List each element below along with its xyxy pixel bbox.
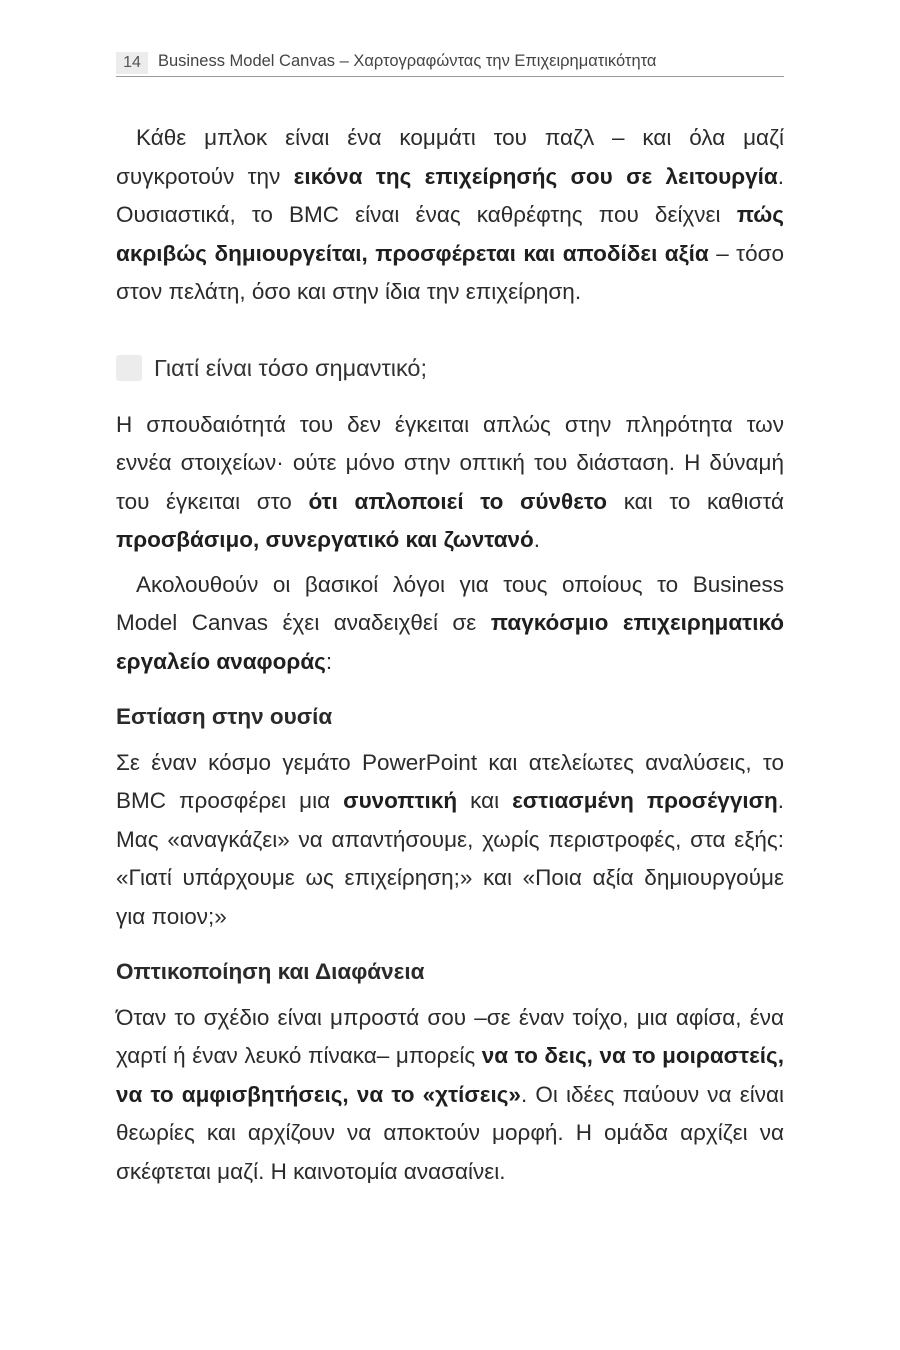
text-run: . [533,527,541,552]
emphasis: εστιασμένη προσέγγιση [512,788,778,813]
page-number: 14 [116,52,148,74]
section-body-visualization [116,999,784,1192]
intro-paragraph [116,119,784,312]
text-run: : [325,648,333,674]
text-run: Κάθε μπλοκ είναι ένα κομμάτι του παζλ – και όλα μαζί συγκροτούν την [116,125,784,189]
emphasis: συνοπτική [343,788,458,813]
question-heading [116,349,784,387]
section-heading-visualization: Οπτικοποίηση και Διαφάνεια [116,959,425,984]
text-run: . Οι ιδέες παύουν να είναι θεωρίες και αρχίζουν να αποκτούν μορφή. Η ομάδα αρχίζει να σκέφτεται μαζί. Η καινοτομία ανασαίνει. [116,1081,784,1184]
emphasis: ότι απλοποιεί το σύνθετο [308,488,608,514]
page-body [116,119,784,1191]
running-header [116,50,784,77]
text-run: . Μας «αναγκάζει» να απαντήσουμε, χωρίς περιστροφές, στα εξής: «Γιατί υπάρχουμε ως επιχείρηση;» και «Ποια αξία δημιουργούμε για ποιον;» [116,788,784,929]
text-run: και το καθιστά [607,488,785,514]
text-run: και [457,788,513,813]
text-run: – τόσο στον πελάτη, όσο και στην ίδια την επιχείρηση. [116,240,784,304]
emphasis: εικόνα της επιχείρησής σου σε λειτουργία [293,163,778,189]
text-run: Όταν το σχέδιο είναι μπροστά σου –σε έναν τοίχο, μια αφίσα, ένα χαρτί ή έναν λευκό πίνακα– μπορείς [116,1004,784,1068]
square-bullet-icon [116,355,142,381]
emphasis: να το δεις, να το μοιραστείς, να το αμφισβητήσεις, να το «χτίσεις» [116,1043,784,1107]
text-run: Σε έναν κόσμο γεμάτο PowerPoint και ατελείωτες αναλύσεις, το BMC προσφέρει μια [116,749,784,813]
text-run: Η σπουδαιότητά του δεν έγκειται απλώς στην πληρότητα των εννέα στοιχείων· ούτε μόνο στην οπτική του διάσταση. Η δύναμή του έγκειται στο [116,411,784,514]
question-text: Γιατί είναι τόσο σημαντικό; [154,354,428,381]
text-run: Ακολουθούν οι βασικοί λόγοι για τους οποίους το Business Model Canvas έχει αναδειχθεί σε [116,571,784,635]
text-run: . Ουσιαστικά, το BMC είναι ένας καθρέφτης που δείχνει [116,163,784,227]
importance-paragraph [116,406,784,560]
emphasis: παγκόσμιο επιχειρηματικό εργαλείο αναφοράς [116,610,784,674]
running-title: Business Model Canvas – Χαρτογραφώντας την Επιχειρηματικότητα [158,52,657,70]
section-body-focus [116,744,784,937]
reasons-intro-paragraph [116,566,784,682]
emphasis: προσβάσιμο, συνεργατικό και ζωντανό [116,527,534,552]
section-heading-focus: Εστίαση στην ουσία [116,704,333,729]
emphasis: πώς ακριβώς δημιουργείται, προσφέρεται και αποδίδει αξία [116,202,784,266]
